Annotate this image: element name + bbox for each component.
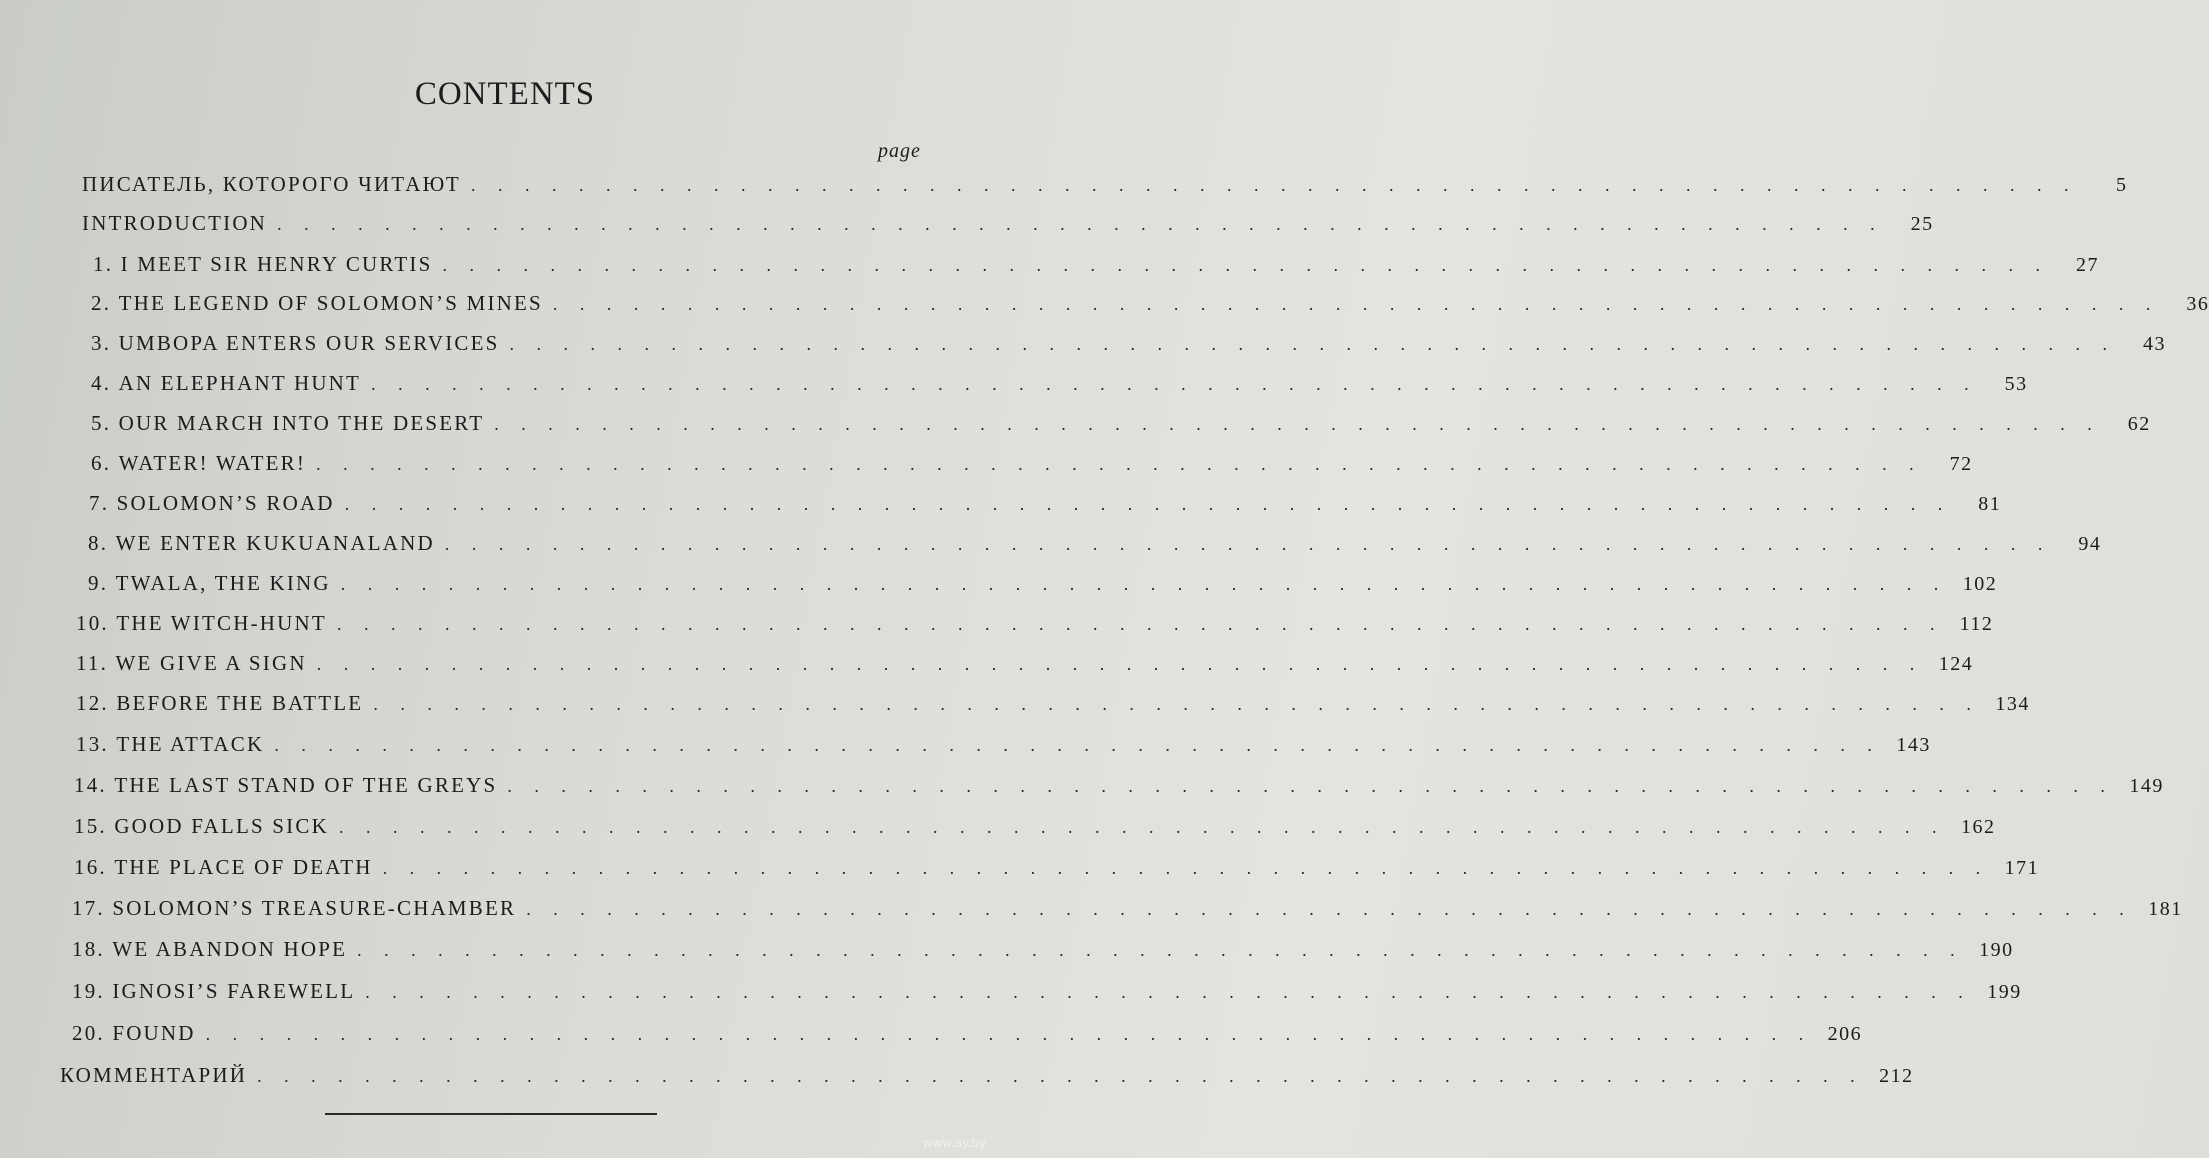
dot-leader: . . . . . . . . . . . . . . . . . . . . . . . . . . . . . . . . . . . . . . . . . . . . . . . . . . . . . . . . . . . . <box>344 494 1952 514</box>
toc-entry-page: 190 <box>1979 939 2014 961</box>
toc-entry-title: BEFORE THE BATTLE <box>116 691 364 715</box>
toc-entry <box>91 331 2167 361</box>
dot-leader: . . . . . . . . . . . . . . . . . . . . . . . . . . . . . . . . . . . . . . . . . . . . . . . . . . . . . . . . . . . . <box>316 454 1923 474</box>
toc-entry-title: THE WITCH-HUNT <box>116 611 327 635</box>
dot-leader: . . . . . . . . . . . . . . . . . . . . . . . . . . . . . . . . . . . . . . . . . . . . . . . . . . . . . . . . . . . . <box>526 899 2133 919</box>
toc-entry-number: 16. <box>74 855 115 879</box>
toc-entry-number: 18. <box>72 937 113 961</box>
toc-entry-page: 27 <box>2075 254 2099 276</box>
toc-entry-page: 102 <box>1962 573 1998 595</box>
toc-entry-number: 3. <box>91 331 119 355</box>
toc-entry-page: 112 <box>1959 613 1994 635</box>
toc-entry <box>74 855 2040 885</box>
toc-entry-page: 124 <box>1938 653 1974 675</box>
dot-leader: . . . . . . . . . . . . . . . . . . . . . . . . . . . . . . . . . . . . . . . . . . . . . . . . . . . . . . . . . . . . <box>257 1066 1864 1086</box>
toc-entry-title: ПИСАТЕЛЬ, КОТОРОГО ЧИТАЮТ <box>82 172 461 196</box>
dot-leader: . . . . . . . . . . . . . . . . . . . . . . . . . . . . . . . . . . . . . . . . . . . . . . . . . . . . . . . . . . . . <box>552 294 2160 314</box>
toc-entry-number: 10. <box>76 611 117 635</box>
toc-entry-number: 12. <box>76 691 117 715</box>
toc-entry-page: 206 <box>1827 1023 1863 1045</box>
toc-entry <box>76 691 2030 721</box>
toc-entry-title: THE LEGEND OF SOLOMON’S MINES <box>118 291 543 315</box>
dot-leader: . . . . . . . . . . . . . . . . . . . . . . . . . . . . . . . . . . . . . . . . . . . . . . . . . . . . . . . . . . . . <box>507 776 2114 796</box>
toc-entry-title: INTRODUCTION <box>82 211 268 235</box>
toc-entry-page: 5 <box>2115 174 2128 196</box>
dot-leader: . . . . . . . . . . . . . . . . . . . . . . . . . . . . . . . . . . . . . . . . . . . . . . . . . . . . . . . . . . . . <box>205 1024 1813 1044</box>
dot-leader: . . . . . . . . . . . . . . . . . . . . . . . . . . . . . . . . . . . . . . . . . . . . . . . . . . . . . . . . . . . . <box>442 255 2049 275</box>
toc-entry <box>72 1021 1863 1051</box>
toc-entry-page: 53 <box>2004 373 2028 395</box>
toc-entry-title: SOLOMON’S ROAD <box>116 491 335 515</box>
toc-entry-title: WE GIVE A SIGN <box>115 651 307 675</box>
toc-entry-title: OUR MARCH INTO THE DESERT <box>118 411 485 435</box>
dot-leader: . . . . . . . . . . . . . . . . . . . . . . . . . . . . . . . . . . . . . . . . . . . . . . . . . . . . . . . . . . . . <box>470 175 2078 195</box>
toc-entry <box>72 937 2014 967</box>
dot-leader: . . . . . . . . . . . . . . . . . . . . . . . . . . . . . . . . . . . . . . . . . . . . . . . . . . . . . . . . . . . . <box>444 534 2052 554</box>
toc-entry-page: 81 <box>1978 493 2002 515</box>
toc-entry <box>82 211 1934 241</box>
toc-entry-number: 5. <box>91 411 119 435</box>
toc-entry <box>74 814 1996 844</box>
dot-leader: . . . . . . . . . . . . . . . . . . . . . . . . . . . . . . . . . . . . . . . . . . . . . . . . . . . . . . . . . . . . <box>373 694 1980 714</box>
toc-entry-page: 62 <box>2127 413 2151 435</box>
dot-leader: . . . . . . . . . . . . . . . . . . . . . . . . . . . . . . . . . . . . . . . . . . . . . . . . . . . . . . . . . . . . <box>371 374 1978 394</box>
toc-entry-page: 149 <box>2129 775 2164 797</box>
toc-entry-number: 4. <box>91 371 119 395</box>
toc-entry-page: 94 <box>2078 533 2102 555</box>
toc-entry-page: 43 <box>2143 333 2167 355</box>
toc-entry <box>72 896 2183 926</box>
toc-entry-number: 20. <box>72 1021 113 1045</box>
watermark: www.ay.by <box>922 1136 986 1150</box>
toc-entry-title: FOUND <box>112 1021 196 1045</box>
toc-entry-number: 11. <box>76 651 116 675</box>
toc-entry-page: 162 <box>1960 816 1996 838</box>
toc-entry <box>91 411 2151 441</box>
toc-entry-number: 2. <box>91 291 119 315</box>
toc-entry-title: GOOD FALLS SICK <box>114 814 329 838</box>
toc-entry-number: 15. <box>74 814 115 838</box>
dot-leader: . . . . . . . . . . . . . . . . . . . . . . . . . . . . . . . . . . . . . . . . . . . . . . . . . . . . . . . . . . . . <box>336 614 1944 634</box>
toc-entry <box>91 291 2209 321</box>
dot-leader: . . . . . . . . . . . . . . . . . . . . . . . . . . . . . . . . . . . . . . . . . . . . . . . . . . . . . . . . . . . . <box>357 940 1964 960</box>
toc-entry-number: 14. <box>74 773 115 797</box>
toc-entry-title: TWALA, THE KING <box>115 571 331 595</box>
toc-entry <box>60 1063 1914 1093</box>
dot-leader: . . . . . . . . . . . . . . . . . . . . . . . . . . . . . . . . . . . . . . . . . . . . . . . . . . . . . . . . . . . . <box>338 817 1946 837</box>
toc-entry-page: 36 <box>2186 293 2209 315</box>
toc-entry <box>76 611 1994 641</box>
toc-entry <box>74 773 2164 803</box>
dot-leader: . . . . . . . . . . . . . . . . . . . . . . . . . . . . . . . . . . . . . . . . . . . . . . . . . . . . . . . . . . . . <box>277 214 1884 234</box>
toc-entry-title: КОММЕНТАРИЙ <box>60 1063 248 1087</box>
toc-entry-title: WE ENTER KUKUANALAND <box>115 531 435 555</box>
toc-entry <box>76 732 1931 762</box>
dot-leader: . . . . . . . . . . . . . . . . . . . . . . . . . . . . . . . . . . . . . . . . . . . . . . . . . . . . . . . . . . . . <box>274 735 1881 755</box>
toc-entry-title: IGNOSI’S FAREWELL <box>112 979 356 1003</box>
toc-entry <box>72 979 2022 1009</box>
toc-entry-title: WE ABANDON HOPE <box>112 937 348 961</box>
toc-entry-page: 25 <box>1910 213 1934 235</box>
page-column-header: page <box>878 140 921 162</box>
toc-entry-number: 19. <box>72 979 113 1003</box>
toc-entry-page: 212 <box>1879 1065 1914 1087</box>
toc-entry-title: I MEET SIR HENRY CURTIS <box>120 252 433 276</box>
toc-entry <box>89 491 2002 521</box>
toc-entry-page: 143 <box>1896 734 1931 756</box>
toc-entry-page: 199 <box>1987 981 2022 1003</box>
toc-entry-number: 6. <box>91 451 119 475</box>
toc-entry-title: THE ATTACK <box>116 732 265 756</box>
toc-entry-number: 1. <box>93 252 121 276</box>
dot-leader: . . . . . . . . . . . . . . . . . . . . . . . . . . . . . . . . . . . . . . . . . . . . . . . . . . . . . . . . . . . . <box>316 654 1924 674</box>
toc-entry-title: SOLOMON’S TREASURE-CHAMBER <box>112 896 517 920</box>
dot-leader: . . . . . . . . . . . . . . . . . . . . . . . . . . . . . . . . . . . . . . . . . . . . . . . . . . . . . . . . . . . . <box>494 414 2101 434</box>
divider-rule <box>325 1113 657 1115</box>
toc-entry-number: 17. <box>72 896 113 920</box>
toc-entry-title: WATER! WATER! <box>118 451 307 475</box>
toc-entry-title: THE LAST STAND OF THE GREYS <box>114 773 498 797</box>
toc-entry <box>76 651 1974 681</box>
toc-entry-number: 7. <box>89 491 117 515</box>
toc-entry-number: 9. <box>88 571 116 595</box>
toc-entry <box>82 172 2128 202</box>
toc-entry-number: 13. <box>76 732 117 756</box>
toc-entry <box>91 451 1973 481</box>
dot-leader: . . . . . . . . . . . . . . . . . . . . . . . . . . . . . . . . . . . . . . . . . . . . . . . . . . . . . . . . . . . . <box>382 858 1990 878</box>
toc-entry-title: THE PLACE OF DEATH <box>114 855 373 879</box>
toc-entry-page: 171 <box>2004 857 2040 879</box>
toc-entry <box>88 571 1998 601</box>
toc-entry-number: 8. <box>88 531 116 555</box>
page-title: CONTENTS <box>414 76 596 112</box>
dot-leader: . . . . . . . . . . . . . . . . . . . . . . . . . . . . . . . . . . . . . . . . . . . . . . . . . . . . . . . . . . . . <box>340 574 1948 594</box>
toc-entry <box>93 252 2099 282</box>
dot-leader: . . . . . . . . . . . . . . . . . . . . . . . . . . . . . . . . . . . . . . . . . . . . . . . . . . . . . . . . . . . . <box>509 334 2117 354</box>
toc-entry <box>91 371 2028 401</box>
toc-entry-page: 181 <box>2148 898 2183 920</box>
toc-entry-title: AN ELEPHANT HUNT <box>118 371 362 395</box>
toc-entry-page: 72 <box>1949 453 1973 475</box>
toc-entry <box>88 531 2102 561</box>
dot-leader: . . . . . . . . . . . . . . . . . . . . . . . . . . . . . . . . . . . . . . . . . . . . . . . . . . . . . . . . . . . . <box>365 982 1972 1002</box>
toc-entry-page: 134 <box>1995 693 2030 715</box>
toc-entry-title: UMBOPA ENTERS OUR SERVICES <box>118 331 500 355</box>
